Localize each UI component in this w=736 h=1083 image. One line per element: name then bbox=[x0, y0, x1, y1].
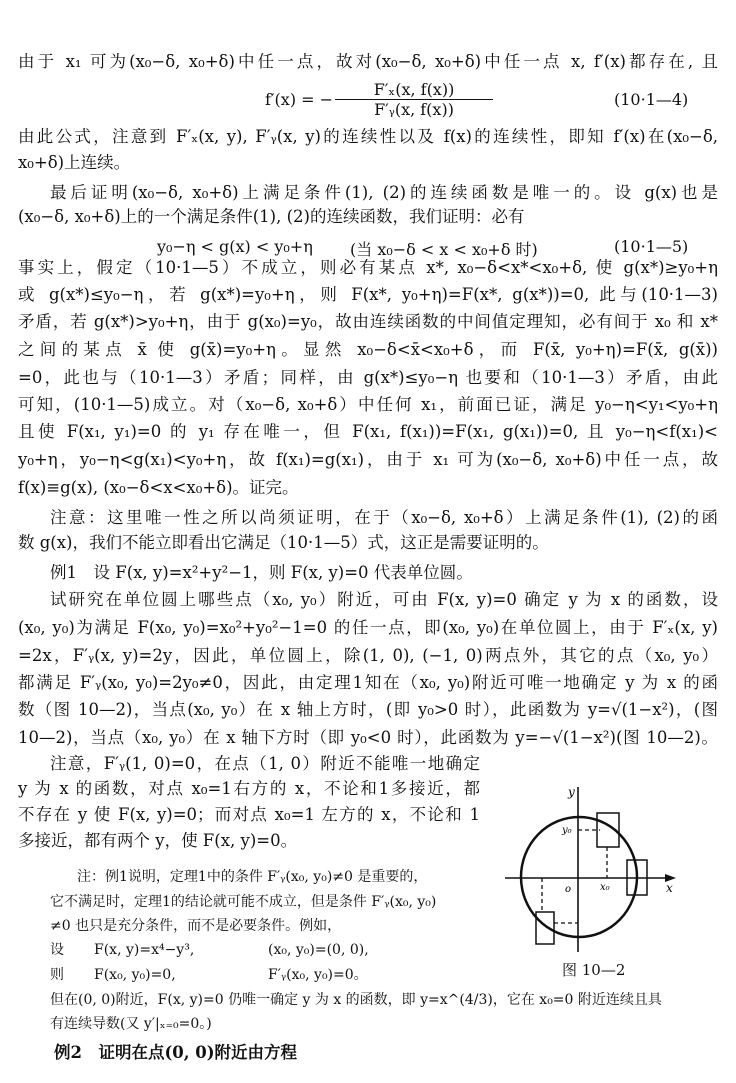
note-line: 注：例1说明，定理1中的条件 F′ᵧ(x₀, y₀)≠0 是重要的， bbox=[77, 869, 428, 885]
text-line: 由此公式，注意到 F′ₓ(x, y), F′ᵧ(x, y)的连续性以及 f(x)的连续性，即知 f′(x)在(x₀−δ, bbox=[18, 127, 718, 146]
text-line: x₀+δ)上连续。 bbox=[18, 153, 131, 172]
label-x0: x₀ bbox=[600, 882, 610, 893]
text-line: y₀+η，y₀−η<g(x₁)<y₀+η，故 f(x₁)=g(x₁)，由于 x₁ 可为(x₀−δ, x₀+δ)中任一点，故 bbox=[18, 450, 718, 469]
example-1-heading: 例1 设 F(x, y)=x²+y²−1，则 F(x, y)=0 代表单位圆。 bbox=[50, 563, 473, 582]
note-formula: F(x₀, y₀)=0, bbox=[94, 967, 176, 983]
text-line: 且使 F(x₁, y₁)=0 的 y₁ 存在唯一，但 F(x₁, f(x₁))=F(x₁, g(x₁))=0, 且 y₀−η<f(x₁)< bbox=[18, 422, 718, 441]
formula-10-1-5: y₀−η < g(x) < y₀+η bbox=[157, 237, 313, 256]
example-2-heading: 例2 证明在点(0, 0)附近由方程 bbox=[54, 1043, 298, 1062]
label-x: x bbox=[666, 881, 673, 895]
text-line: 之间的某点 x̄ 使 g(x̄)=y₀+η。显然 x₀−δ<x̄<x₀+δ，而 F(x̄, y₀+η)=F(x̄, g(x̄)) bbox=[18, 340, 718, 359]
note-label: 设 bbox=[50, 942, 64, 958]
text-line: f(x)≡g(x), (x₀−δ<x<x₀+δ)。证完。 bbox=[18, 478, 299, 497]
text-line: 数 g(x)，我们不能立即看出它满足（10·1—5）式，这正是需要证明的。 bbox=[18, 533, 549, 552]
formula-denominator: F′ᵧ(x, f(x)) bbox=[374, 100, 454, 119]
text-line: 可知，(10·1—5)成立。对（x₀−δ, x₀+δ）中任何 x₁，前面已证，满足 y₀−η<y₁<y₀+η bbox=[18, 395, 718, 414]
text-line: 都满足 F′ᵧ(x₀, y₀)=2y₀≠0，因此，由定理1知在（x₀, y₀)附近可唯一地确定 y 为 x 的函 bbox=[18, 673, 718, 692]
text-line: y 为 x 的函数，对点 x₀=1右方的 x，不论和1多接近，都 bbox=[18, 779, 480, 798]
text-line: 矛盾，若 g(x*)>y₀+η，由于 g(x₀)=y₀，故由连续函数的中间值定理知，必有间于 x₀ 和 x* bbox=[18, 312, 718, 331]
note-line: 有连续导数(又 y′|ₓ₌₀=0。) bbox=[50, 1016, 212, 1032]
text-line: 由于 x₁ 可为(x₀−δ, x₀+δ)中任一点，故对(x₀−δ, x₀+δ)中任一点 x, f′(x)都存在, 且 bbox=[18, 52, 718, 71]
formula-lhs: f′(x) = − bbox=[265, 90, 334, 109]
label-origin: o bbox=[565, 884, 572, 895]
text-line: 10—2)，当点（x₀, y₀）在 x 轴下方时（即 y₀<0 时），此函数为 y=−√(1−x²)(图 10—2)。 bbox=[18, 728, 718, 747]
text-line: 注意，F′ᵧ(1, 0)=0，在点（1, 0）附近不能唯一地确定 bbox=[50, 754, 480, 773]
note-line: ≠0 也只是充分条件，而不是必要条件。例如， bbox=[50, 918, 342, 934]
equation-tag: (10·1—5) bbox=[614, 237, 689, 256]
note-formula: (x₀, y₀)=(0, 0), bbox=[268, 942, 369, 958]
figure-caption: 图 10—2 bbox=[562, 961, 626, 979]
note-formula: F′ᵧ(x₀, y₀)=0。 bbox=[268, 967, 368, 983]
text-line: 或 g(x*)≤y₀−η，若 g(x*)=y₀+η，则 F(x*, y₀+η)=F(x*, g(x*))=0, 此与(10·1—3) bbox=[18, 285, 718, 304]
note-formula: F(x, y)=x⁴−y³, bbox=[94, 942, 195, 958]
text-line: =0，此也与（10·1—3）矛盾；同样，由 g(x*)≤y₀−η 也要和（10·1—3）矛盾，由此 bbox=[18, 368, 718, 387]
label-y: y bbox=[568, 785, 575, 799]
text-line: 多接近，都有两个 y，使 F(x, y)=0。 bbox=[18, 831, 298, 850]
note-line: 它不满足时，定理1的结论就可能不成立，但是条件 F′ᵧ(x₀, y₀) bbox=[50, 894, 437, 910]
formula-numerator: F′ₓ(x, f(x)) bbox=[335, 80, 493, 100]
neighborhood-box-bottom bbox=[536, 912, 554, 944]
text-line: (x₀−δ, x₀+δ)上的一个满足条件(1), (2)的连续函数，我们证明：必有 bbox=[18, 207, 525, 226]
text-line: 注意：这里唯一性之所以尚须证明，在于（x₀−δ, x₀+δ）上满足条件(1), (2)的函 bbox=[50, 508, 718, 527]
text-line: 试研究在单位圆上哪些点（x₀, y₀）附近，可由 F(x, y)=0 确定 y 为 x 的函数，设 bbox=[50, 590, 718, 609]
label-y0: y₀ bbox=[562, 825, 572, 836]
text-line: =2x，F′ᵧ(x, y)=2y，因此，单位圆上，除(1, 0), (−1, 0)两点外，其它的点（x₀, y₀） bbox=[18, 646, 718, 665]
equation-tag: (10·1—4) bbox=[614, 90, 689, 109]
text-line: (x₀, y₀)为满足 F(x₀, y₀)=x₀²+y₀²−1=0 的任一点，即(x₀, y₀)在单位圆上，由于 F′ₓ(x, y) bbox=[18, 618, 718, 637]
text-line: 最后证明(x₀−δ, x₀+δ)上满足条件(1), (2)的连续函数是唯一的。设 g(x)也是 bbox=[50, 183, 718, 202]
text-line: 数（图 10—2)，当点(x₀, y₀）在 x 轴上方时，(即 y₀>0 时），此函数为 y=√(1−x²)，(图 bbox=[18, 700, 718, 719]
note-label: 则 bbox=[50, 967, 64, 983]
formula-condition: (当 x₀−δ < x < x₀+δ 时) bbox=[350, 240, 538, 259]
text-line: 不存在 y 使 F(x, y)=0；而对点 x₀=1 左方的 x，不论和 1 bbox=[18, 805, 480, 824]
note-line: 但在(0, 0)附近，F(x, y)=0 仍唯一确定 y 为 x 的函数，即 y=x^(4/3)，它在 x₀=0 附近连续且具 bbox=[50, 992, 662, 1008]
text-line: 事实上，假定（10·1—5）不成立，则必有某点 x*, x₀−δ<x*<x₀+δ, 使 g(x*)≥y₀+η bbox=[18, 258, 718, 277]
